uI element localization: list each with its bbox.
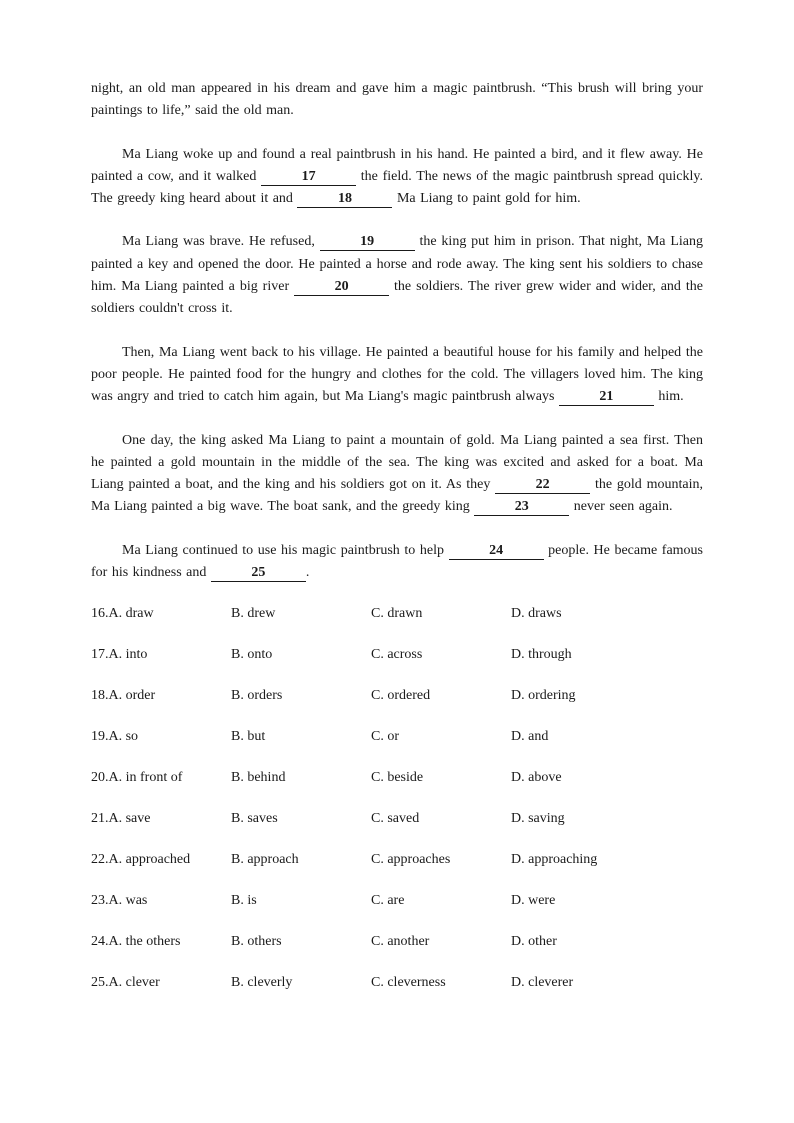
option-choice[interactable]: B. cleverly <box>231 975 293 991</box>
option-choice[interactable]: 19.A. so <box>91 729 139 745</box>
passage-paragraph <box>91 144 703 211</box>
blank-23[interactable]: 23 <box>474 499 569 516</box>
paragraph-text: Then, Ma Liang went back to his village. He painted a beautiful house for his family and helped the poor people. He painted food for the hungry and clothes for the cold. The villagers loved him. The king was angry and tried to catch him again, but Ma Liang's magic paintbrush always <box>91 344 703 405</box>
option-row <box>91 728 703 769</box>
passage-paragraph <box>91 78 703 123</box>
paragraph-text: . <box>305 565 310 581</box>
option-choice[interactable]: B. onto <box>231 647 273 663</box>
option-choice[interactable]: 24.A. the others <box>91 934 181 950</box>
reading-passage <box>91 78 703 584</box>
blank-21[interactable]: 21 <box>559 389 654 406</box>
option-choice[interactable]: 21.A. save <box>91 811 151 827</box>
option-choice[interactable]: B. behind <box>231 770 286 786</box>
option-choice[interactable]: D. through <box>511 647 572 663</box>
option-choice[interactable]: C. drawn <box>371 606 423 622</box>
document-page <box>91 78 703 1015</box>
passage-paragraph <box>91 342 703 409</box>
paragraph-text: people. He became famous for his kindness and <box>91 542 703 581</box>
option-choice[interactable]: D. approaching <box>511 852 598 868</box>
option-choice[interactable]: C. approaches <box>371 852 451 868</box>
option-choice[interactable]: D. above <box>511 770 562 786</box>
option-row <box>91 605 703 646</box>
passage-paragraph <box>91 430 703 519</box>
option-choice[interactable]: C. are <box>371 893 405 909</box>
paragraph-text: the soldiers. The river grew wider and wider, and the soldiers couldn't cross it. <box>91 279 703 317</box>
passage-paragraph <box>91 231 703 320</box>
option-row <box>91 892 703 933</box>
option-choice[interactable]: D. draws <box>511 606 562 622</box>
paragraph-text: Ma Liang to paint gold for him. <box>392 191 581 207</box>
paragraph-text: Ma Liang woke up and found a real paintbrush in his hand. He painted a bird, and it flew away. He painted a cow, and it walked <box>91 146 703 184</box>
option-choice[interactable]: C. across <box>371 647 423 663</box>
blank-22[interactable]: 22 <box>495 477 590 494</box>
answer-options <box>91 605 703 1015</box>
option-choice[interactable]: D. and <box>511 729 549 745</box>
paragraph-text: the gold mountain, Ma Liang painted a big wave. The boat sank, and the greedy king <box>91 477 703 515</box>
option-row <box>91 974 703 1015</box>
option-choice[interactable]: B. approach <box>231 852 299 868</box>
option-row <box>91 810 703 851</box>
paragraph-text: Ma Liang continued to use his magic paintbrush to help <box>122 542 449 558</box>
option-choice[interactable]: B. drew <box>231 606 276 622</box>
option-choice[interactable]: 18.A. order <box>91 688 156 704</box>
blank-17[interactable]: 17 <box>261 169 356 186</box>
option-choice[interactable]: C. ordered <box>371 688 431 704</box>
option-choice[interactable]: B. orders <box>231 688 283 704</box>
option-choice[interactable]: 25.A. clever <box>91 975 160 991</box>
option-choice[interactable]: C. cleverness <box>371 975 446 991</box>
option-choice[interactable]: 17.A. into <box>91 647 148 663</box>
option-choice[interactable]: 16.A. draw <box>91 606 154 622</box>
option-choice[interactable]: B. is <box>231 893 257 909</box>
option-choice[interactable]: B. saves <box>231 811 278 827</box>
option-row <box>91 769 703 810</box>
option-row <box>91 933 703 974</box>
blank-20[interactable]: 20 <box>294 279 389 296</box>
blank-24[interactable]: 24 <box>449 543 544 560</box>
option-choice[interactable]: B. but <box>231 729 266 745</box>
passage-paragraph <box>91 540 703 585</box>
paragraph-text: the king put him in prison. That night, Ma Liang painted a key and opened the door. He painted a horse and rode away. The king sent his soldiers to chase him. Ma Liang painted a big river <box>91 234 703 295</box>
blank-18[interactable]: 18 <box>297 191 392 208</box>
option-choice[interactable]: D. ordering <box>511 688 576 704</box>
option-choice[interactable]: D. were <box>511 893 556 909</box>
paragraph-text: One day, the king asked Ma Liang to paint a mountain of gold. Ma Liang painted a sea first. Then he painted a gold mountain in the middle of the sea. The king was excited and asked for a boat. Ma Liang painted a boat, and the king and his soldiers got on it. As they <box>91 432 703 493</box>
paragraph-text: never seen again. <box>569 499 673 515</box>
option-choice[interactable]: B. others <box>231 934 282 950</box>
option-choice[interactable]: C. another <box>371 934 430 950</box>
option-choice[interactable]: D. saving <box>511 811 565 827</box>
option-row <box>91 851 703 892</box>
option-choice[interactable]: 23.A. was <box>91 893 148 909</box>
blank-25[interactable]: 25 <box>211 565 306 582</box>
option-row <box>91 687 703 728</box>
option-choice[interactable]: C. beside <box>371 770 424 786</box>
paragraph-text: Ma Liang was brave. He refused, <box>122 234 320 250</box>
option-choice[interactable]: 22.A. approached <box>91 852 191 868</box>
paragraph-text: him. <box>653 389 684 405</box>
option-row <box>91 646 703 687</box>
paragraph-text: night, an old man appeared in his dream and gave him a magic paintbrush. “This brush will bring your paintings to life,” said the old man. <box>91 81 703 119</box>
option-choice[interactable]: D. other <box>511 934 557 950</box>
option-choice[interactable]: C. or <box>371 729 399 745</box>
option-choice[interactable]: C. saved <box>371 811 420 827</box>
paragraph-text: the field. The news of the magic paintbrush spread quickly. The greedy king heard about it and <box>91 168 703 207</box>
option-choice[interactable]: 20.A. in front of <box>91 770 183 786</box>
blank-19[interactable]: 19 <box>320 234 415 251</box>
option-choice[interactable]: D. cleverer <box>511 975 574 991</box>
